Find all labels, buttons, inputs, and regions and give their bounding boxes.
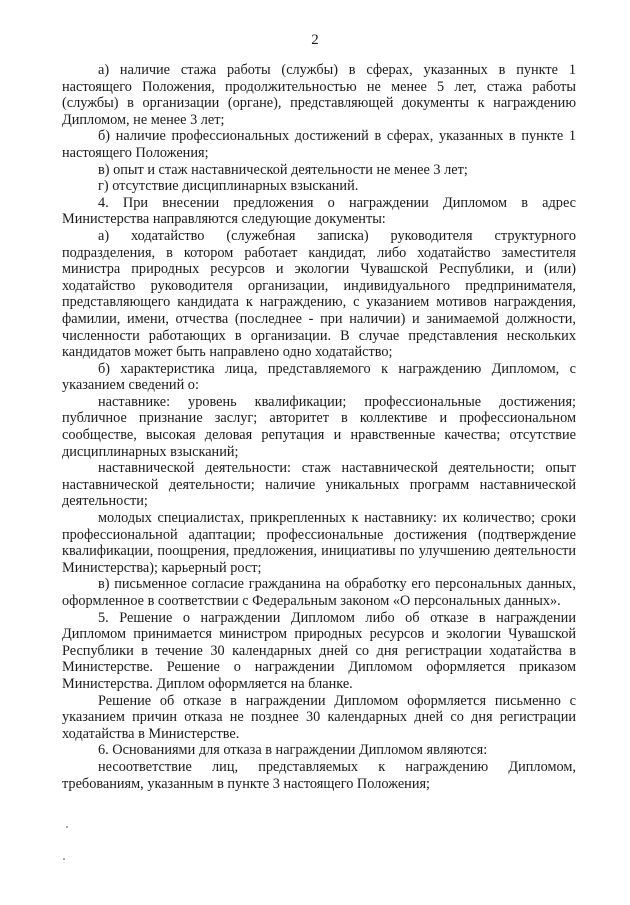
paragraph-4b-mentor: наставнике: уровень квалификации; профессиональные достижения; публичное признание заслуг; авторитет в коллективе и профессиональном сообществе, высокая деловая репутация и нравственные качества; отсутствие дисциплинарных взысканий; <box>62 393 576 460</box>
scan-speck <box>63 858 65 860</box>
paragraph-4: 4. При внесении предложения о награждении Дипломом в адрес Министерства направляются следующие документы: <box>62 194 576 228</box>
paragraph-4b: б) характеристика лица, представляемого к награждению Дипломом, с указанием сведений о: <box>62 360 576 394</box>
paragraph-3a: а) наличие стажа работы (службы) в сферах, указанных в пункте 1 настоящего Положения, продолжительностью не менее 5 лет, стажа работы (службы) в организации (органе), представляющей документы к награждению Дипломом, не менее 3 лет; <box>62 62 576 128</box>
paragraph-3v: в) опыт и стаж наставнической деятельности не менее 3 лет; <box>98 161 468 178</box>
paragraph-6-item: несоответствие лиц, представляемых к награждению Дипломом, требованиям, указанным в пункте 3 настоящего Положения; <box>62 758 576 792</box>
paragraph-4b-specialists: молодых специалистах, прикрепленных к наставнику: их количество; сроки профессиональной адаптации; профессиональные достижения (подтверждение квалификации, поощрения, предложения, инициативы по улучшению деятельности Министерства); карьерный рост; <box>62 510 576 576</box>
paragraph-4v: в) письменное согласие гражданина на обработку его персональных данных, оформленное в соответствии с Федеральным законом «О персональных данных». <box>62 576 576 609</box>
paragraph-6: 6. Основаниями для отказа в награждении Дипломом являются: <box>98 742 488 759</box>
page-number: 2 <box>311 32 319 48</box>
document-body <box>62 62 576 792</box>
paragraph-3b: б) наличие профессиональных достижений в сферах, указанных в пункте 1 настоящего Положения; <box>62 128 576 161</box>
scan-speck <box>66 826 68 828</box>
paragraph-5: 5. Решение о награждении Дипломом либо об отказе в награждении Дипломом принимается министром природных ресурсов и экологии Чувашской Республики в течение 30 календарных дней со дня регистрации ходатайства в Министерстве. Решение о награждении Дипломом оформляется приказом Министерства. Диплом оформляется на бланке. <box>62 609 576 692</box>
paragraph-3g: г) отсутствие дисциплинарных взысканий. <box>98 178 359 195</box>
paragraph-5-refusal: Решение об отказе в награждении Дипломом оформляется письменно с указанием причин отказа не позднее 30 календарных дней со дня регистрации ходатайства в Министерстве. <box>62 692 576 742</box>
paragraph-4b-activity: наставнической деятельности: стаж наставнической деятельности; опыт наставнической деятельности; наличие уникальных программ наставнической деятельности; <box>62 460 576 510</box>
paragraph-4a: а) ходатайство (служебная записка) руководителя структурного подразделения, в котором работает кандидат, либо ходатайство заместителя министра природных ресурсов и экологии Чувашской Республики, и (или) ходатайство руководителя организации, индивидуального предпринимателя, представляющего кандидата к награждению, с указанием мотивов награждения, фамилии, имени, отчества (последнее - при наличии) и занимаемой должности, численности работающих в организации. В случае представления нескольких кандидатов может быть направлено одно ходатайство; <box>62 227 576 361</box>
